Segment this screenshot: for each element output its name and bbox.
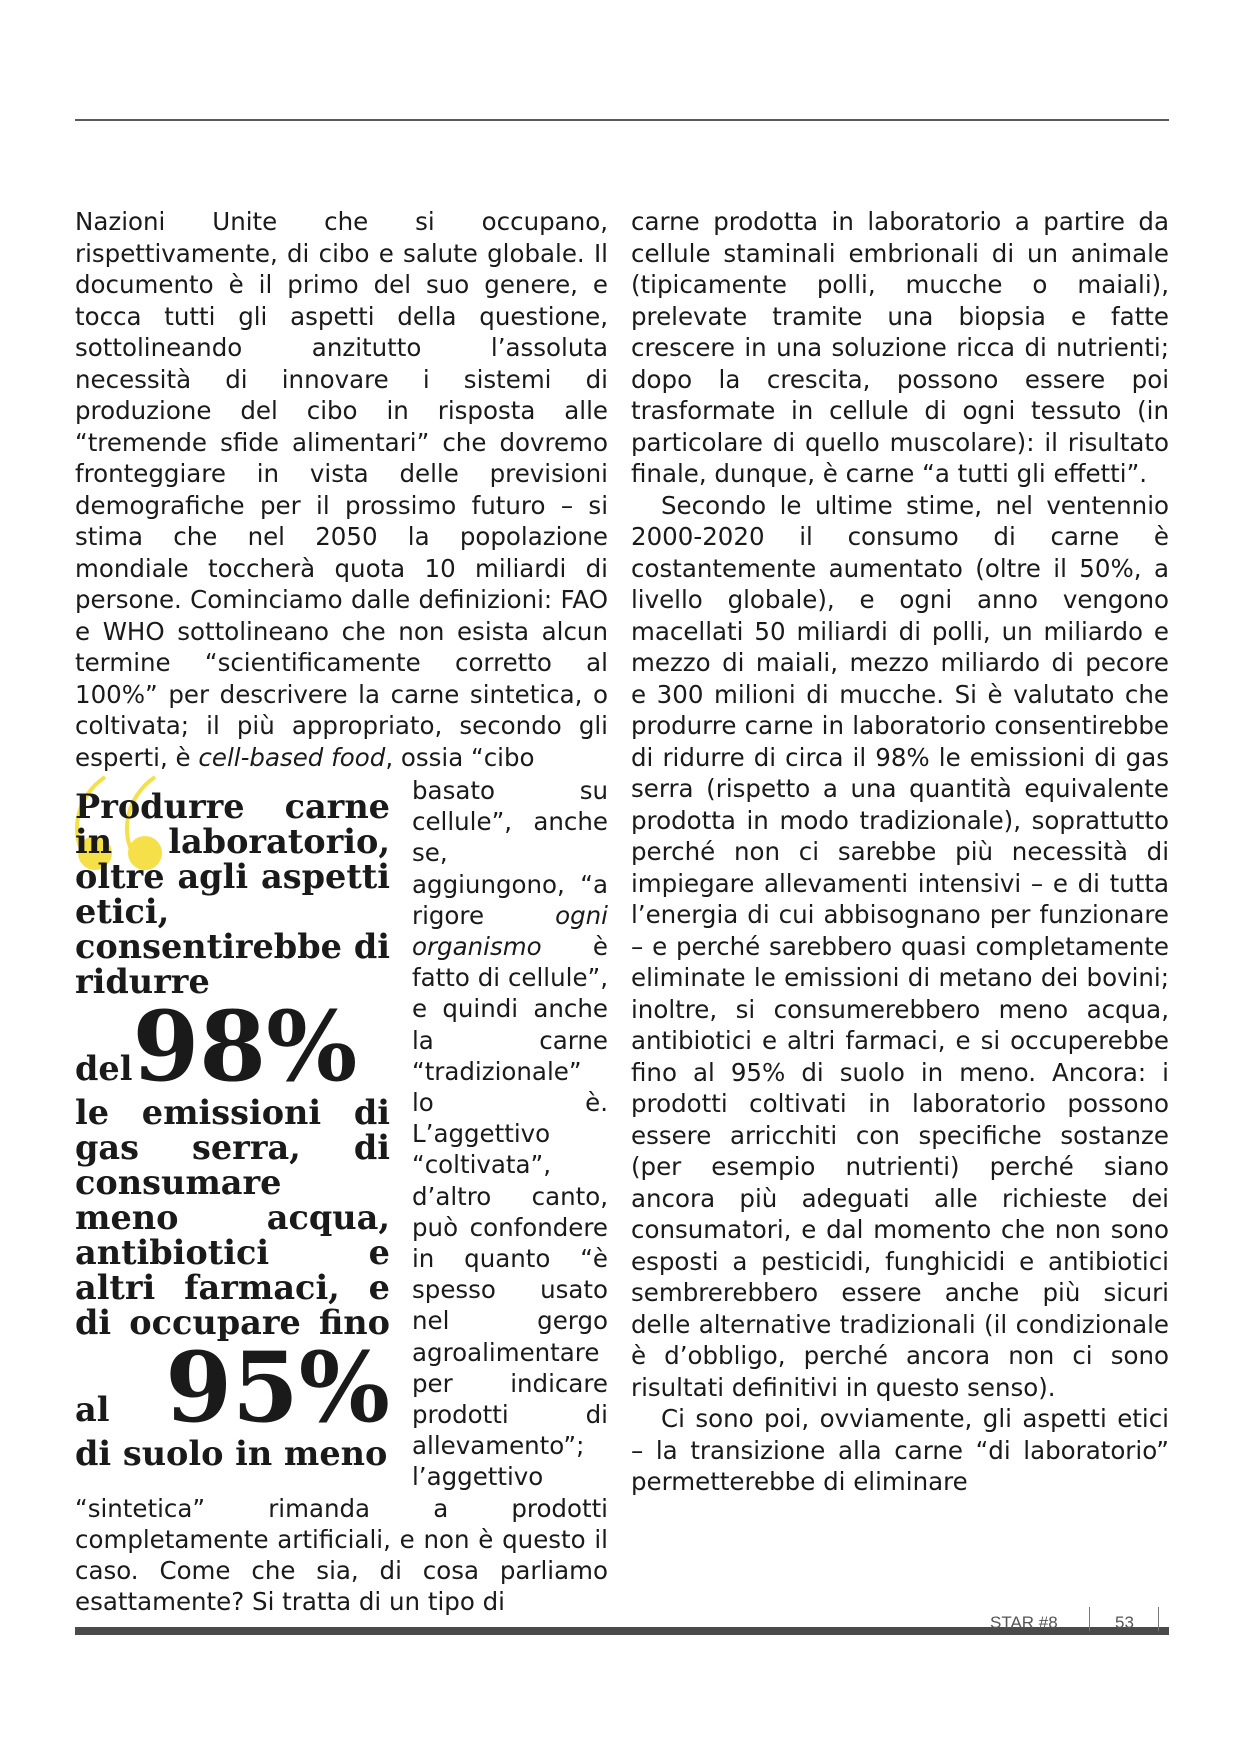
pullquote: [75, 789, 390, 1471]
pullquote-text: Produrre carne in laboratorio, oltre agli aspetti etici, consentirebbe di ridurre del98% le emissioni di gas serra, di consumare meno acqua, antibiotici e altri farmaci, e di occupare fino al 95% di suolo in meno: [75, 787, 390, 1473]
right-paragraph-1: carne prodotta in laboratorio a partire da cellule staminali embrionali di un animale (tipicamente polli, mucche o maiali), prelevate tramite una biopsia e fatte crescere in una soluzione ricca di nutrienti; dopo la crescita, possono essere poi trasformate in cellule di ogni tessuto (in particolare di quello muscolare): il risultato finale, dunque, è carne “a tutti gli effetti”.: [631, 207, 1169, 488]
page-number: 53: [1115, 1613, 1134, 1632]
left-column: [75, 206, 608, 773]
top-rule: [75, 119, 1169, 121]
footer-divider: [1158, 1607, 1159, 1631]
right-column: [631, 206, 1169, 1498]
pullquote-section: [75, 775, 608, 1617]
magazine-issue: STAR #8: [990, 1613, 1058, 1632]
pullquote-95-percent: 95%: [165, 1331, 390, 1444]
right-paragraph-3: Ci sono poi, ovviamente, gli aspetti etici – la transizione alla carne “di laboratorio” permetterebbe di eliminare: [631, 1404, 1169, 1496]
left-column-text: Nazioni Unite che si occupano, rispettivamente, di cibo e salute globale. Il documento è il primo del suo genere, e tocca tutti gli aspetti della questione, sottolineando anzitutto l’assoluta necessità di innovare i sistemi di produzione del cibo in risposta alle “tremende sfide alimentari” che dovremo fronteggiare in vista delle previsioni demografiche per il prossimo futuro – si stima che nel 2050 la popolazione mondiale toccherà quota 10 miliardi di persone. Cominciamo dalle definizioni: FAO e WHO sottolineano che non esista alcun termine “scientificamente corretto al 100%” per descrivere la carne sintetica, o coltivata; il più appropriato, secondo gli esperti, è cell-based food, ossia “cibo: [75, 207, 608, 772]
footer-divider: [1089, 1607, 1090, 1631]
wrapped-body-text: basato su cellule”, anche se, aggiungono, “a rigore ogni organismo è fatto di cellule”, e quindi anche la carne “tradizionale” lo è. L’aggettivo “coltivata”, d’altro canto, può confondere in quanto “è spesso usato nel gergo agroalimentare per indicare prodotti di allevamento”; l’aggettivo “sintetica” rimanda a prodotti completamente artificiali, e non è questo il caso. Come che sia, di cosa parliamo esattamente? Si tratta di un tipo di: [75, 776, 608, 1617]
right-paragraph-2: Secondo le ultime stime, nel ventennio 2000-2020 il consumo di carne è costantemente aumentato (oltre il 50%, a livello globale), e ogni anno vengono macellati 50 miliardi di polli, un miliardo e mezzo di maiali, mezzo miliardo di pecore e 300 milioni di mucche. Si è valutato che produrre carne in laboratorio consentirebbe di ridurre di circa il 98% le emissioni di gas serra (rispetto a una quantità equivalente prodotta in modo tradizionale), soprattutto perché non ci sarebbe più necessità di impiegare allevamenti intensivi – e di tutta l’energia di cui abbisognano per funzionare – e perché sarebbero quasi completamente eliminate le emissioni di metano dei bovini; inoltre, si consumerebbero meno acqua, antibiotici e altri farmaci, e si occuperebbe fino al 95% di suolo in meno. Ancora: i prodotti coltivati in laboratorio possono essere arricchiti con specifiche sostanze (per esempio nutrienti) perché siano ancora più adeguati alle richieste dei consumatori, e dal momento che non sono esposti a pesticidi, funghicidi e antibiotici sembrerebbero essere anche più sicuri delle alternative tradizionali (il condizionale è d’obbligo, perché ancora non ci sono risultati definitivi in questo senso).: [631, 490, 1169, 1402]
pullquote-98-percent: 98%: [132, 990, 358, 1103]
